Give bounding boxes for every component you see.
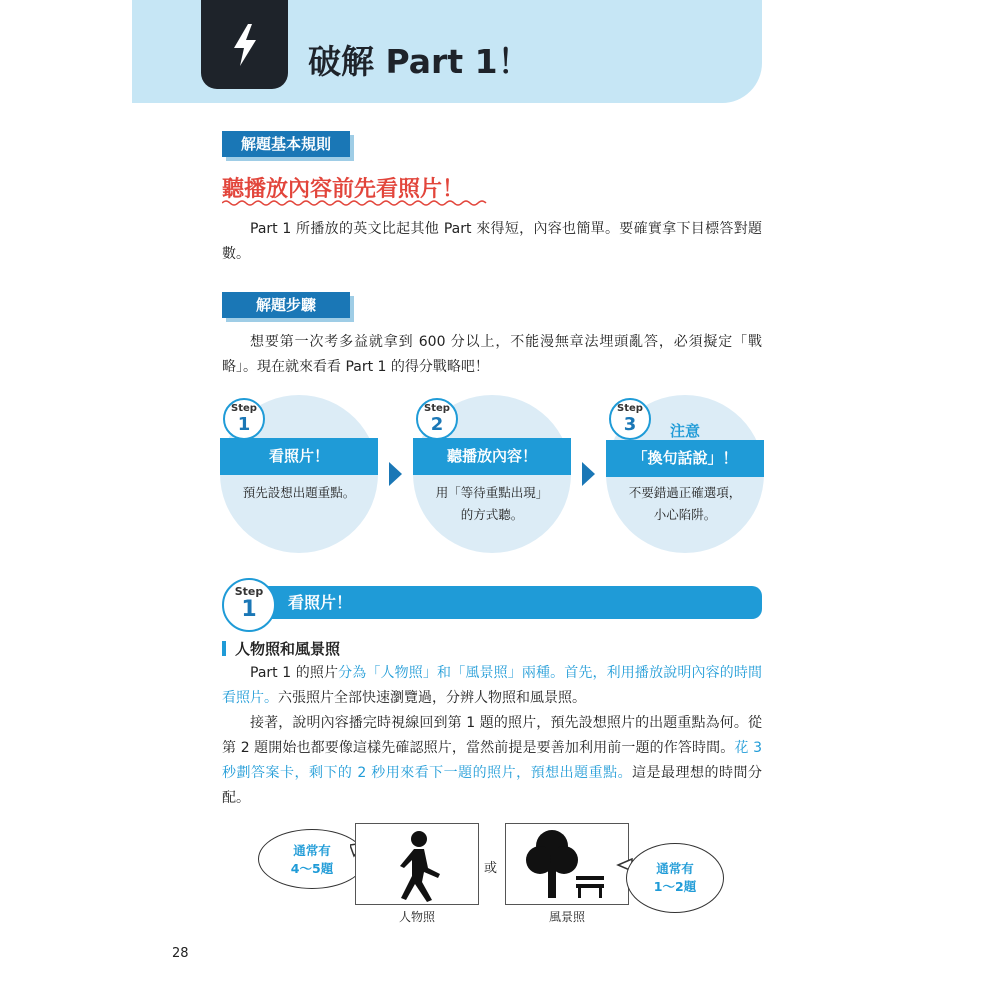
scenery-photo	[505, 823, 629, 905]
bubble-right-line1: 通常有	[656, 861, 694, 876]
arrow-right-icon	[389, 462, 402, 486]
subheading: 人物照和風景照	[222, 638, 340, 659]
bubble-right-line2: 1～2題	[653, 879, 697, 894]
lightning-bolt-icon	[228, 22, 262, 68]
step-desc-2-line1: 用「等待重點出現」	[435, 485, 549, 500]
p2-highlight: 花 3 秒劃答案卡，剩下的 2 秒用來看下一題的照片，預想出題重點。	[222, 740, 762, 781]
steps-paragraph: 想要第一次考多益就拿到 600 分以上，不能漫無章法埋頭亂答，必須擬定「戰略」。現在就來看看 Part 1 的得分戰略吧！	[222, 334, 762, 375]
bubble-left-line2: 4～5題	[290, 861, 334, 876]
step-number: 2	[430, 414, 444, 435]
step1-paragraph-2	[222, 711, 762, 811]
step-desc-3-line2: 小心陷阱。	[653, 507, 717, 522]
step-title-2: 聽播放內容！	[413, 438, 571, 475]
step-label: Step	[231, 403, 257, 414]
step-title-1: 看照片！	[220, 438, 378, 475]
step-desc-3-line1: 不要錯過正確選項，	[628, 485, 742, 500]
step-desc-2	[417, 482, 567, 526]
walking-person-icon	[356, 824, 480, 906]
step-label: Step	[617, 403, 643, 414]
rules-tag: 解題基本規則	[222, 131, 350, 157]
step-number: 3	[623, 414, 637, 435]
rules-paragraph: Part 1 所播放的英文比起其他 Part 來得短，內容也簡單。要確實拿下目標答對題數。	[222, 221, 762, 262]
arrow-right-icon	[582, 462, 595, 486]
bubble-left-line1: 通常有	[293, 843, 331, 858]
main-headline: 聽播放內容前先看照片！	[222, 177, 465, 202]
p1-highlight: 分為「人物照」和「風景照」兩種。首先，利用播放說明內容的時間看照片。	[222, 665, 763, 706]
people-photo	[355, 823, 479, 905]
step-badge-1	[223, 398, 265, 440]
step-number: 1	[237, 414, 251, 435]
page-number: 28	[172, 946, 189, 961]
wavy-underline	[222, 199, 490, 207]
step1-section-badge	[222, 578, 276, 632]
lightning-bolt-badge	[201, 0, 288, 89]
speech-bubble-left	[258, 829, 366, 889]
step1-section-title: 看照片！	[288, 593, 353, 612]
step-number: 1	[241, 597, 257, 622]
steps-tag: 解題步驟	[222, 292, 350, 318]
p2-part-a: 接著，說明內容播完時視線回到第 1 題的照片，預先設想照片的出題重點為何。從第 2 題開始也都要像這樣先確認照片，當然前提是要善加利用前一題的作答時間。	[222, 715, 762, 756]
step-desc-2-line2: 的方式聽。	[460, 507, 524, 522]
step1-paragraph-1	[222, 661, 762, 711]
page-title: 破解 Part 1！	[308, 42, 531, 81]
or-label: 或	[484, 861, 498, 876]
step-badge-3	[609, 398, 651, 440]
p1-part-c: 六張照片全部快速瀏覽過，分辨人物照和風景照。	[278, 690, 586, 706]
step-desc-3	[610, 482, 760, 526]
step-label: Step	[424, 403, 450, 414]
step-title-3-line1: 注意	[669, 422, 700, 440]
p2-part-c: 這是最理想的時間分配。	[222, 765, 762, 806]
step-label: Step	[234, 585, 264, 598]
step-desc-1: 預先設想出題重點。	[242, 485, 356, 500]
people-caption: 人物照	[398, 910, 435, 924]
step-title-3: 「換句話說」！	[606, 440, 764, 477]
scenery-caption: 風景照	[548, 910, 585, 924]
step-badge-2	[416, 398, 458, 440]
tree-bench-icon	[506, 824, 630, 906]
speech-bubble-right	[626, 843, 724, 913]
p1-part-a: Part 1 的照片	[250, 665, 339, 681]
